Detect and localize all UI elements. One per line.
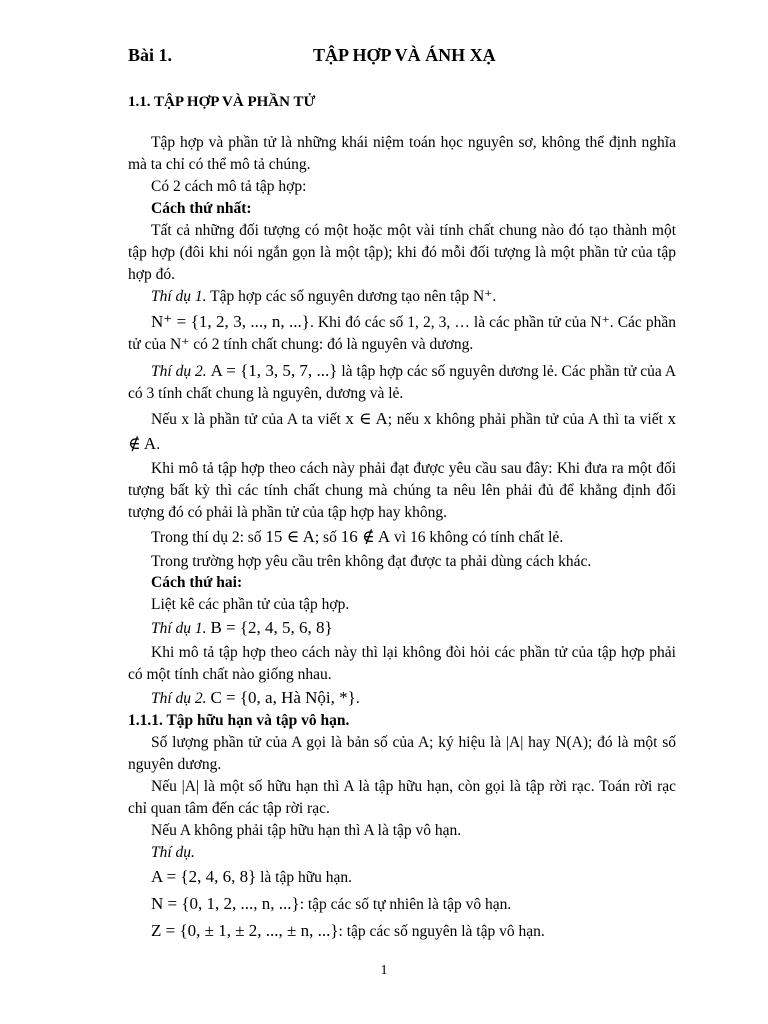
set-a-even: A = {2, 4, 6, 8} xyxy=(151,867,257,886)
membership-block xyxy=(128,407,676,457)
page-number: 1 xyxy=(380,963,388,978)
way1-example1 xyxy=(128,286,676,308)
way1-example1-detail xyxy=(128,311,676,356)
membership-text-c: . xyxy=(156,436,161,453)
example-text: Tập hợp các số nguyên dương tạo nên tập N⁺. xyxy=(210,288,497,305)
set-a-odd: A = {1, 3, 5, 7, ...} xyxy=(210,361,338,380)
subsection-block xyxy=(128,710,676,943)
check-example xyxy=(128,526,676,549)
requirement-block xyxy=(128,458,676,573)
subsection-p1: Số lượng phần tử của A gọi là bản số của A; ký hiệu là |A| hay N(A); đó là một số nguyên dương. xyxy=(128,734,676,773)
set-n-plus: N⁺ = {1, 2, 3, ..., n, ...} xyxy=(151,312,310,331)
intro-paragraph: Tập hợp và phần tử là những khái niệm toán học nguyên sơ, không thể định nghĩa mà ta chỉ có thể mô tả chúng. xyxy=(128,134,676,173)
set-c: C = {0, a, Hà Nội, *} xyxy=(210,688,356,707)
math-x-not-in-a: x ∉ A xyxy=(128,409,676,453)
requirement-text: Khi mô tả tập hợp theo cách này phải đạt được yêu cầu sau đây: Khi đưa ra một đối tượng bất kỳ thì các tính chất chung mà chúng ta nêu lên phải đủ để khẳng định đối tượng đó có phải là phần tử của tập hợp hay không. xyxy=(128,460,676,521)
set-a-desc: là tập hợp các số nguyên dương lẻ. Các phần tử của A có 3 tính chất chung là nguyên, dương và lẻ. xyxy=(128,363,677,402)
example-label: Thí dụ 2. xyxy=(151,363,207,380)
chapter-title: TẬP HỢP VÀ ÁNH XẠ xyxy=(313,45,496,65)
math-16-not-in-a: 16 ∉ A xyxy=(340,527,391,546)
subsection-p3: Nếu A không phải tập hữu hạn thì A là tập vô hạn. xyxy=(151,822,462,839)
subsection-example-label: Thí dụ. xyxy=(151,844,195,861)
way1-text: Tất cả những đối tượng có một hoặc một vài tính chất chung nào đó tạo thành một tập hợp (đôi khi nói ngắn gọn là một tập); khi đó mỗi đối tượng là một phần tử của tập hợp đó. xyxy=(128,222,676,283)
example-natural-set xyxy=(128,893,676,916)
example-label: Thí dụ 1. xyxy=(151,620,207,637)
set-b: B = {2, 4, 5, 6, 8} xyxy=(210,618,333,637)
subsection-heading: 1.1.1. Tập hữu hạn và tập vô hạn. xyxy=(128,712,350,729)
check-text-c: vì 16 không có tính chất lẻ. xyxy=(394,529,564,546)
way2-heading: Cách thứ hai: xyxy=(151,574,243,591)
example-label: Thí dụ 2. xyxy=(151,690,207,707)
way2-example2: Thí dụ 2. C = {0, a, Hà Nội, *}. xyxy=(151,688,360,707)
way2-block xyxy=(128,572,676,710)
way2-example1 xyxy=(128,617,676,640)
section-heading: 1.1. TẬP HỢP VÀ PHẦN TỬ xyxy=(128,94,316,110)
example-label: Thí dụ 1. xyxy=(151,288,207,305)
example-integer-set xyxy=(128,920,676,943)
way2-text: Liệt kê các phần tử của tập hợp. xyxy=(151,596,350,613)
set-a-even-desc: là tập hữu hạn. xyxy=(260,869,353,886)
check-text-b: ; số xyxy=(314,529,337,546)
way2-note: Khi mô tả tập hợp theo cách này thì lại không đòi hỏi các phần tử của tập hợp phải có một tính chất nào giống nhau. xyxy=(128,644,676,683)
lesson-label: Bài 1. xyxy=(128,45,173,65)
example-finite-set xyxy=(128,866,676,889)
set-n-desc: : tập các số tự nhiên là tập vô hạn. xyxy=(299,896,512,913)
way1-heading: Cách thứ nhất: xyxy=(151,200,252,217)
way1-example2 xyxy=(128,360,676,405)
check-text-a: Trong thí dụ 2: số xyxy=(151,529,262,546)
set-n: N = {0, 1, 2, ..., n, ...} xyxy=(151,894,300,913)
subsection-p2: Nếu |A| là một số hữu hạn thì A là tập hữu hạn, còn gọi là tập rời rạc. Toán rời rạc chỉ quan tâm đến các tập rời rạc. xyxy=(128,778,676,817)
membership-text-a: Nếu x là phần tử của A ta viết xyxy=(151,411,341,428)
fail-text: Trong trường hợp yêu cầu trên không đạt được ta phải dùng cách khác. xyxy=(151,553,592,570)
set-n-plus-desc: . Khi đó các số 1, 2, 3, … là các phần tử của N⁺. Các phần tử của N⁺ có 2 tính chất chung: đó là nguyên và dương. xyxy=(128,314,676,353)
set-z-desc: : tập các số nguyên là tập vô hạn. xyxy=(338,923,545,940)
set-z: Z = {0, ± 1, ± 2, ..., ± n, ...} xyxy=(151,921,339,940)
intro-block xyxy=(128,132,676,308)
math-15-in-a: 15 ∈ A xyxy=(265,527,315,546)
intro-ways: Có 2 cách mô tả tập hợp: xyxy=(151,178,307,195)
membership-text-b: ; nếu x không phải phần tử của A thì ta viết xyxy=(387,411,663,428)
math-x-in-a: x ∈ A xyxy=(345,409,388,428)
